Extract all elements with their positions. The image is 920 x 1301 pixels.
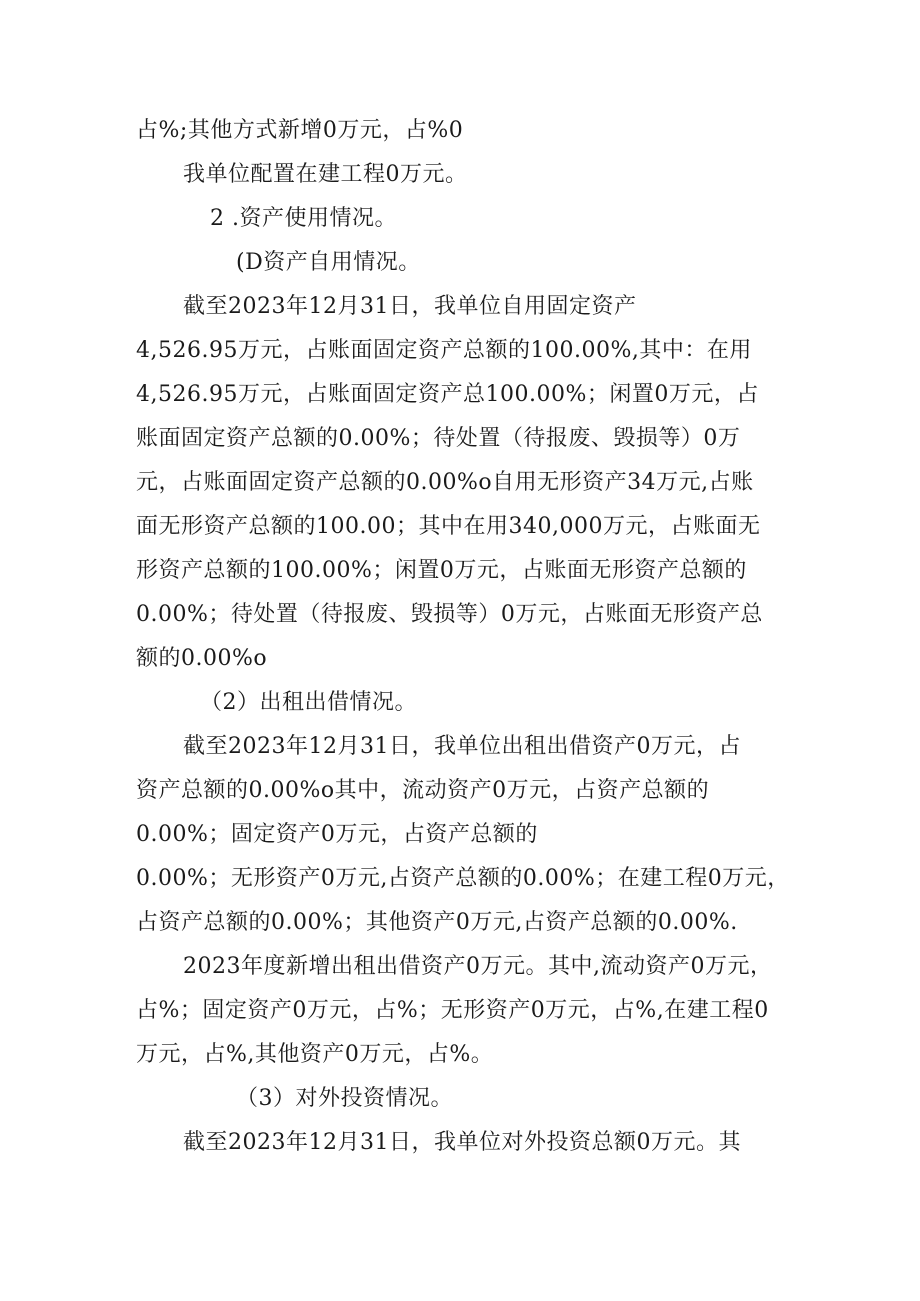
subsection-heading-self-use: (D资产自用情况。 (236, 250, 421, 275)
text-line-15: 截至2023年12月31日，我单位出租出借资产0万元，占 (183, 734, 741, 759)
subsection-heading-lease: （2）出租出借情况。 (200, 690, 417, 715)
section-heading-asset-usage: 2 .资产使用情况。 (210, 206, 397, 231)
text-line-16: 资产总额的0.00%o其中，流动资产0万元，占资产总额的 (136, 778, 710, 803)
subsection-heading-investment: （3）对外投资情况。 (236, 1086, 453, 1111)
text-line-13: 额的0.00%o (136, 646, 268, 671)
text-line-5: 截至2023年12月31日，我单位自用固定资产 (183, 294, 637, 319)
text-line-19: 占资产总额的0.00%；其他资产0万元,占资产总额的0.00%. (136, 910, 738, 935)
text-line-2: 我单位配置在建工程0万元。 (183, 162, 468, 187)
text-line-8: 账面固定资产总额的0.00%；待处置（待报废、毁损等）0万 (136, 426, 741, 451)
text-line-9: 元，占账面固定资产总额的0.00%o自用无形资产34万元,占账 (136, 470, 754, 495)
text-line-21: 占%；固定资产0万元，占%；无形资产0万元，占%,在建工程0 (136, 998, 769, 1023)
text-line-11: 形资产总额的100.00%；闲置0万元，占账面无形资产总额的 (136, 558, 747, 583)
text-line-7: 4,526.95万元，占账面固定资产总100.00%；闲置0万元，占 (136, 382, 759, 407)
text-line-17: 0.00%；固定资产0万元，占资产总额的 (136, 822, 538, 847)
text-line-12: 0.00%；待处置（待报废、毁损等）0万元，占账面无形资产总 (136, 602, 763, 627)
text-line-22: 万元，占%,其他资产0万元，占%。 (136, 1042, 494, 1067)
text-line-20: 2023年度新增出租出借资产0万元。其中,流动资产0万元， (183, 954, 773, 979)
text-line-1: 占%;其他方式新增0万元，占%0 (136, 118, 464, 143)
text-line-10: 面无形资产总额的100.00；其中在用340,000万元，占账面无 (136, 514, 761, 539)
text-line-18: 0.00%；无形资产0万元,占资产总额的0.00%；在建工程0万元， (136, 866, 790, 891)
text-line-24: 截至2023年12月31日，我单位对外投资总额0万元。其 (183, 1130, 741, 1155)
text-line-6: 4,526.95万元，占账面固定资产总额的100.00%,其中：在用 (136, 338, 752, 363)
